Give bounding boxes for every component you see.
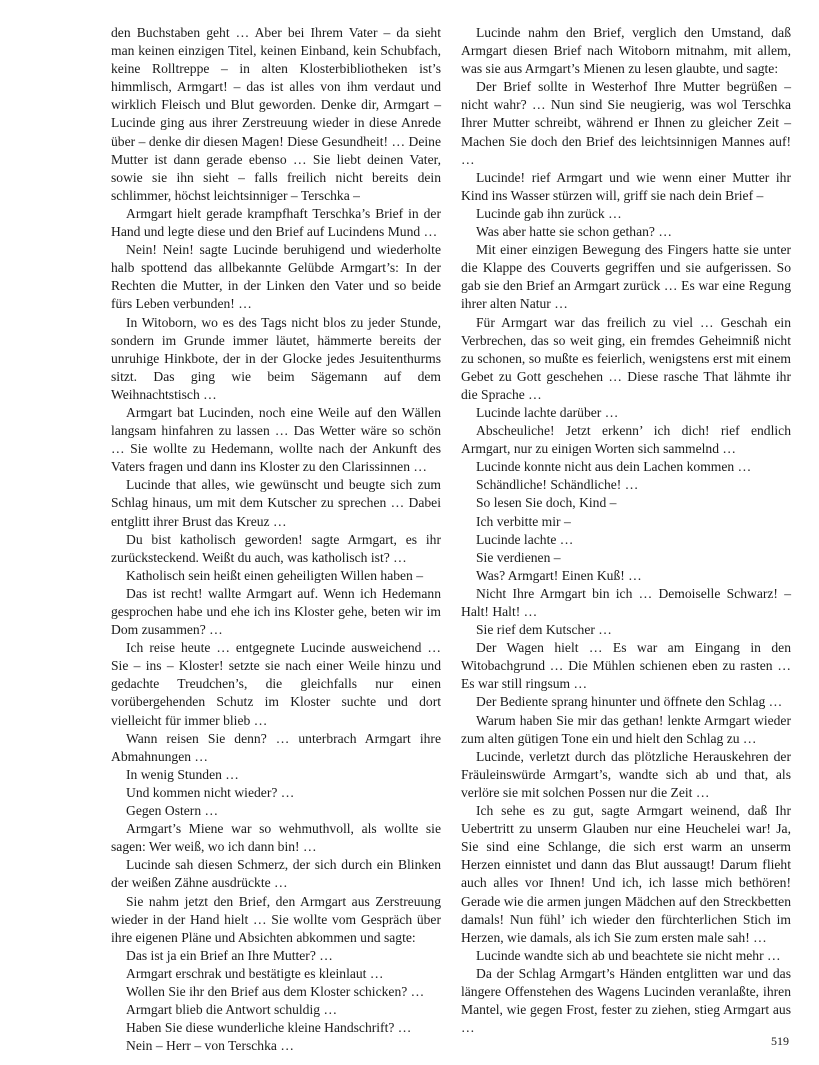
paragraph: Armgart’s Miene war so wehmuthvoll, als wollte sie sagen: Wer weiß, wo ich dann bin! … [111, 821, 441, 855]
page-number: 519 [771, 1034, 789, 1048]
paragraph: Warum haben Sie mir das gethan! lenkte Armgart wieder zum alten gütigen Tone ein und hielt den Schlag zu … [461, 712, 791, 746]
paragraph: Für Armgart war das freilich zu viel … Geschah ein Verbrechen, das so weit ging, ein fremdes Geheimniß nicht zu schonen, so mußte es feierlich, wenigstens erst mit einem Gebet zu Gott geschehen … Diese rasche That lähmte ihr die Sprache … [461, 314, 791, 402]
paragraph: In wenig Stunden … [126, 766, 239, 782]
paragraph: Sie verdienen – [476, 549, 561, 565]
paragraph: Was? Armgart! Einen Kuß! … [476, 567, 642, 583]
paragraph: Du bist katholisch geworden! sagte Armgart, es ihr zurücksteckend. Weißt du auch, was katholisch ist? … [111, 531, 441, 565]
paragraph: Lucinde sah diesen Schmerz, der sich durch ein Blinken der weißen Zähne ausdrückte … [111, 857, 441, 891]
left-column [111, 24, 441, 1055]
paragraph: Armgart blieb die Antwort schuldig … [126, 1002, 338, 1018]
paragraph: Lucinde gab ihn zurück … [476, 205, 622, 221]
paragraph: Lucinde wandte sich ab und beachtete sie nicht mehr … [476, 947, 781, 963]
paragraph: So lesen Sie doch, Kind – [476, 495, 617, 511]
paragraph: Das ist recht! wallte Armgart auf. Wenn ich Hedemann gesprochen habe und ehe ich ins Kloster gehe, beten wir im Dom zusammen? … [111, 585, 441, 638]
paragraph: Sie rief dem Kutscher … [476, 622, 612, 638]
paragraph: Gegen Ostern … [126, 803, 219, 819]
paragraph: Was aber hatte sie schon gethan? … [476, 224, 672, 240]
paragraph: Und kommen nicht wieder? … [126, 784, 295, 800]
paragraph: Haben Sie diese wunderliche kleine Handschrift? … [126, 1020, 412, 1036]
paragraph: Der Bediente sprang hinunter und öffnete den Schlag … [476, 694, 783, 710]
paragraph: Ich sehe es zu gut, sagte Armgart weinend, daß Ihr Uebertritt zu unserm Glauben nur eine Heuchelei war! Ja, Sie sind eine Schlange, die sich erst warm an unserm Herzen einnistet und dann das Blut aussaugt! Darum flieht auch alles vor Ihnen! Und ich, ich lasse mich bethören! Gerade wie die armen jungen Mädchen auf den Streckbetten damals! Nun fühl’ ich wieder den fürchterlichen Stich im Herzen, wie damals, als ich Sie zum ersten male sah! … [461, 803, 791, 945]
paragraph: Der Brief sollte in Westerhof Ihre Mutter begrüßen – nicht wahr? … Nun sind Sie neugierig, was wol Terschka Ihrer Mutter schreibt, während er Ihnen zu gleicher Zeit – Machen Sie doch den Brief des leichtsinnigen Mannes auf! … [461, 79, 791, 167]
paragraph: Sie nahm jetzt den Brief, den Armgart aus Zerstreuung wieder in der Hand hielt … Sie wollte vom Gespräch über ihre eigenen Pläne und Absichten abkommen und sagte: [111, 893, 441, 945]
paragraph: Armgart bat Lucinden, noch eine Weile auf den Wällen langsam hinfahren zu lassen … Das Wetter wäre so schön … Sie wollte zu Hedemann, wollte nach der Ankunft des Vaters fragen und dann ins Kloster zu den Clarissinnen … [111, 404, 441, 475]
paragraph: Da der Schlag Armgart’s Händen entglitten war und das längere Offenstehen des Wagens Lucinden veranlaßte, ihren Mantel, wie gegen Frost, fester zu ziehen, stieg Armgart aus … [461, 965, 791, 1036]
paragraph: Lucinde lachte darüber … [476, 404, 619, 420]
paragraph: Mit einer einzigen Bewegung des Fingers hatte sie unter die Klappe des Couverts gegriffen und sie aufgerissen. So gab sie den Brief an Armgart zurück … Es war eine Regung ihrer alten Natur … [461, 242, 791, 312]
paragraph: Lucinde konnte nicht aus dein Lachen kommen … [476, 459, 752, 475]
paragraph: Ich reise heute … entgegnete Lucinde ausweichend … Sie – ins – Kloster! setzte sie nach einer Weile hinzu und gedachte Treudchen’s, die gleichfalls nur einen vorübergehenden Schutz im Kloster suchte und dort vielleicht für immer blieb … [111, 640, 441, 728]
paragraph: Lucinde, verletzt durch das plötzliche Herauskehren der Fräuleinswürde Armgart’s, wandte sich ab und that, als verlöre sie mit solchen Possen nur die Zeit … [461, 748, 791, 800]
paragraph: Der Wagen hielt … Es war am Eingang in den Witobachgrund … Die Mühlen schienen eben zu rasten … Es war still ringsum … [461, 640, 791, 692]
paragraph: Lucinde! rief Armgart und wie wenn einer Mutter ihr Kind ins Wasser stürzen will, griff sie nach dein Brief – [461, 169, 791, 203]
paragraph: Katholisch sein heißt einen geheiligten Willen haben – [126, 567, 424, 583]
paragraph: Ich verbitte mir – [476, 513, 571, 529]
paragraph: Nein – Herr – von Terschka … [126, 1038, 294, 1054]
paragraph: Schändliche! Schändliche! … [476, 477, 639, 493]
paragraph: Lucinde nahm den Brief, verglich den Umstand, daß Armgart diesen Brief nach Witoborn mitnahm, mit allem, was sie aus Armgart’s Mienen zu lesen glaubte, und sagte: [461, 25, 791, 77]
paragraph: Lucinde lachte … [476, 531, 574, 547]
paragraph: Nicht Ihre Armgart bin ich … Demoiselle Schwarz! – Halt! Halt! … [461, 585, 791, 619]
paragraph: Das ist ja ein Brief an Ihre Mutter? … [126, 947, 333, 963]
paragraph: Armgart hielt gerade krampfhaft Terschka’s Brief in der Hand und legte diese und den Brief auf Lucindens Mund … [111, 205, 441, 240]
paragraph: In Witoborn, wo es des Tags nicht blos zu jeder Stunde, sondern im Grunde immer läutet, hämmerte bereits der unruhige Hinkbote, der in der Glocke jedes Jesuitenthurms sitzt. Das ging wie beim Sägemann auf dem Weihnachtstisch … [111, 314, 441, 402]
paragraph: Nein! Nein! sagte Lucinde beruhigend und wiederholte halb spottend das allbekannte Gelübde Armgart’s: In der Rechten die Mutter, in der Linken den Vater und so beide fürs Leben verbunden! … [111, 242, 441, 312]
right-column [461, 24, 791, 1037]
paragraph: Armgart erschrak und bestätigte es kleinlaut … [126, 965, 384, 981]
paragraph: den Buchstaben geht … Aber bei Ihrem Vater – da sieht man keinen einzigen Titel, keinen Einband, kein Schubfach, keine Rolltreppe – in alten Klosterbibliotheken ist’s himmlisch, Armgart! – das ist alles von ihm verdaut und wirklich Fleisch und Blut geworden. Denke dir, Armgart – Lucinde ging aus ihrer Zerstreuung wieder in diese Anrede über – denke dir diesen Magen! Diese Gesundheit! … Deine Mutter ist dann gerade ebenso … Sie liebt deinen Vater, sowie sie ihn sieht – falls freilich nicht bereits dein schlimmer, höchst leichtsinniger – Terschka – [111, 25, 441, 203]
paragraph: Lucinde that alles, wie gewünscht und beugte sich zum Schlag hinaus, um mit dem Kutscher zu sprechen … Dabei entglitt ihrer Brust das Kreuz … [111, 477, 441, 529]
paragraph: Wollen Sie ihr den Brief aus dem Kloster schicken? … [126, 983, 425, 999]
paragraph: Abscheuliche! Jetzt erkenn’ ich dich! rief endlich Armgart, nur zu einigen Worten sich sammelnd … [461, 423, 791, 457]
paragraph: Wann reisen Sie denn? … unterbrach Armgart ihre Abmahnungen … [111, 730, 441, 764]
